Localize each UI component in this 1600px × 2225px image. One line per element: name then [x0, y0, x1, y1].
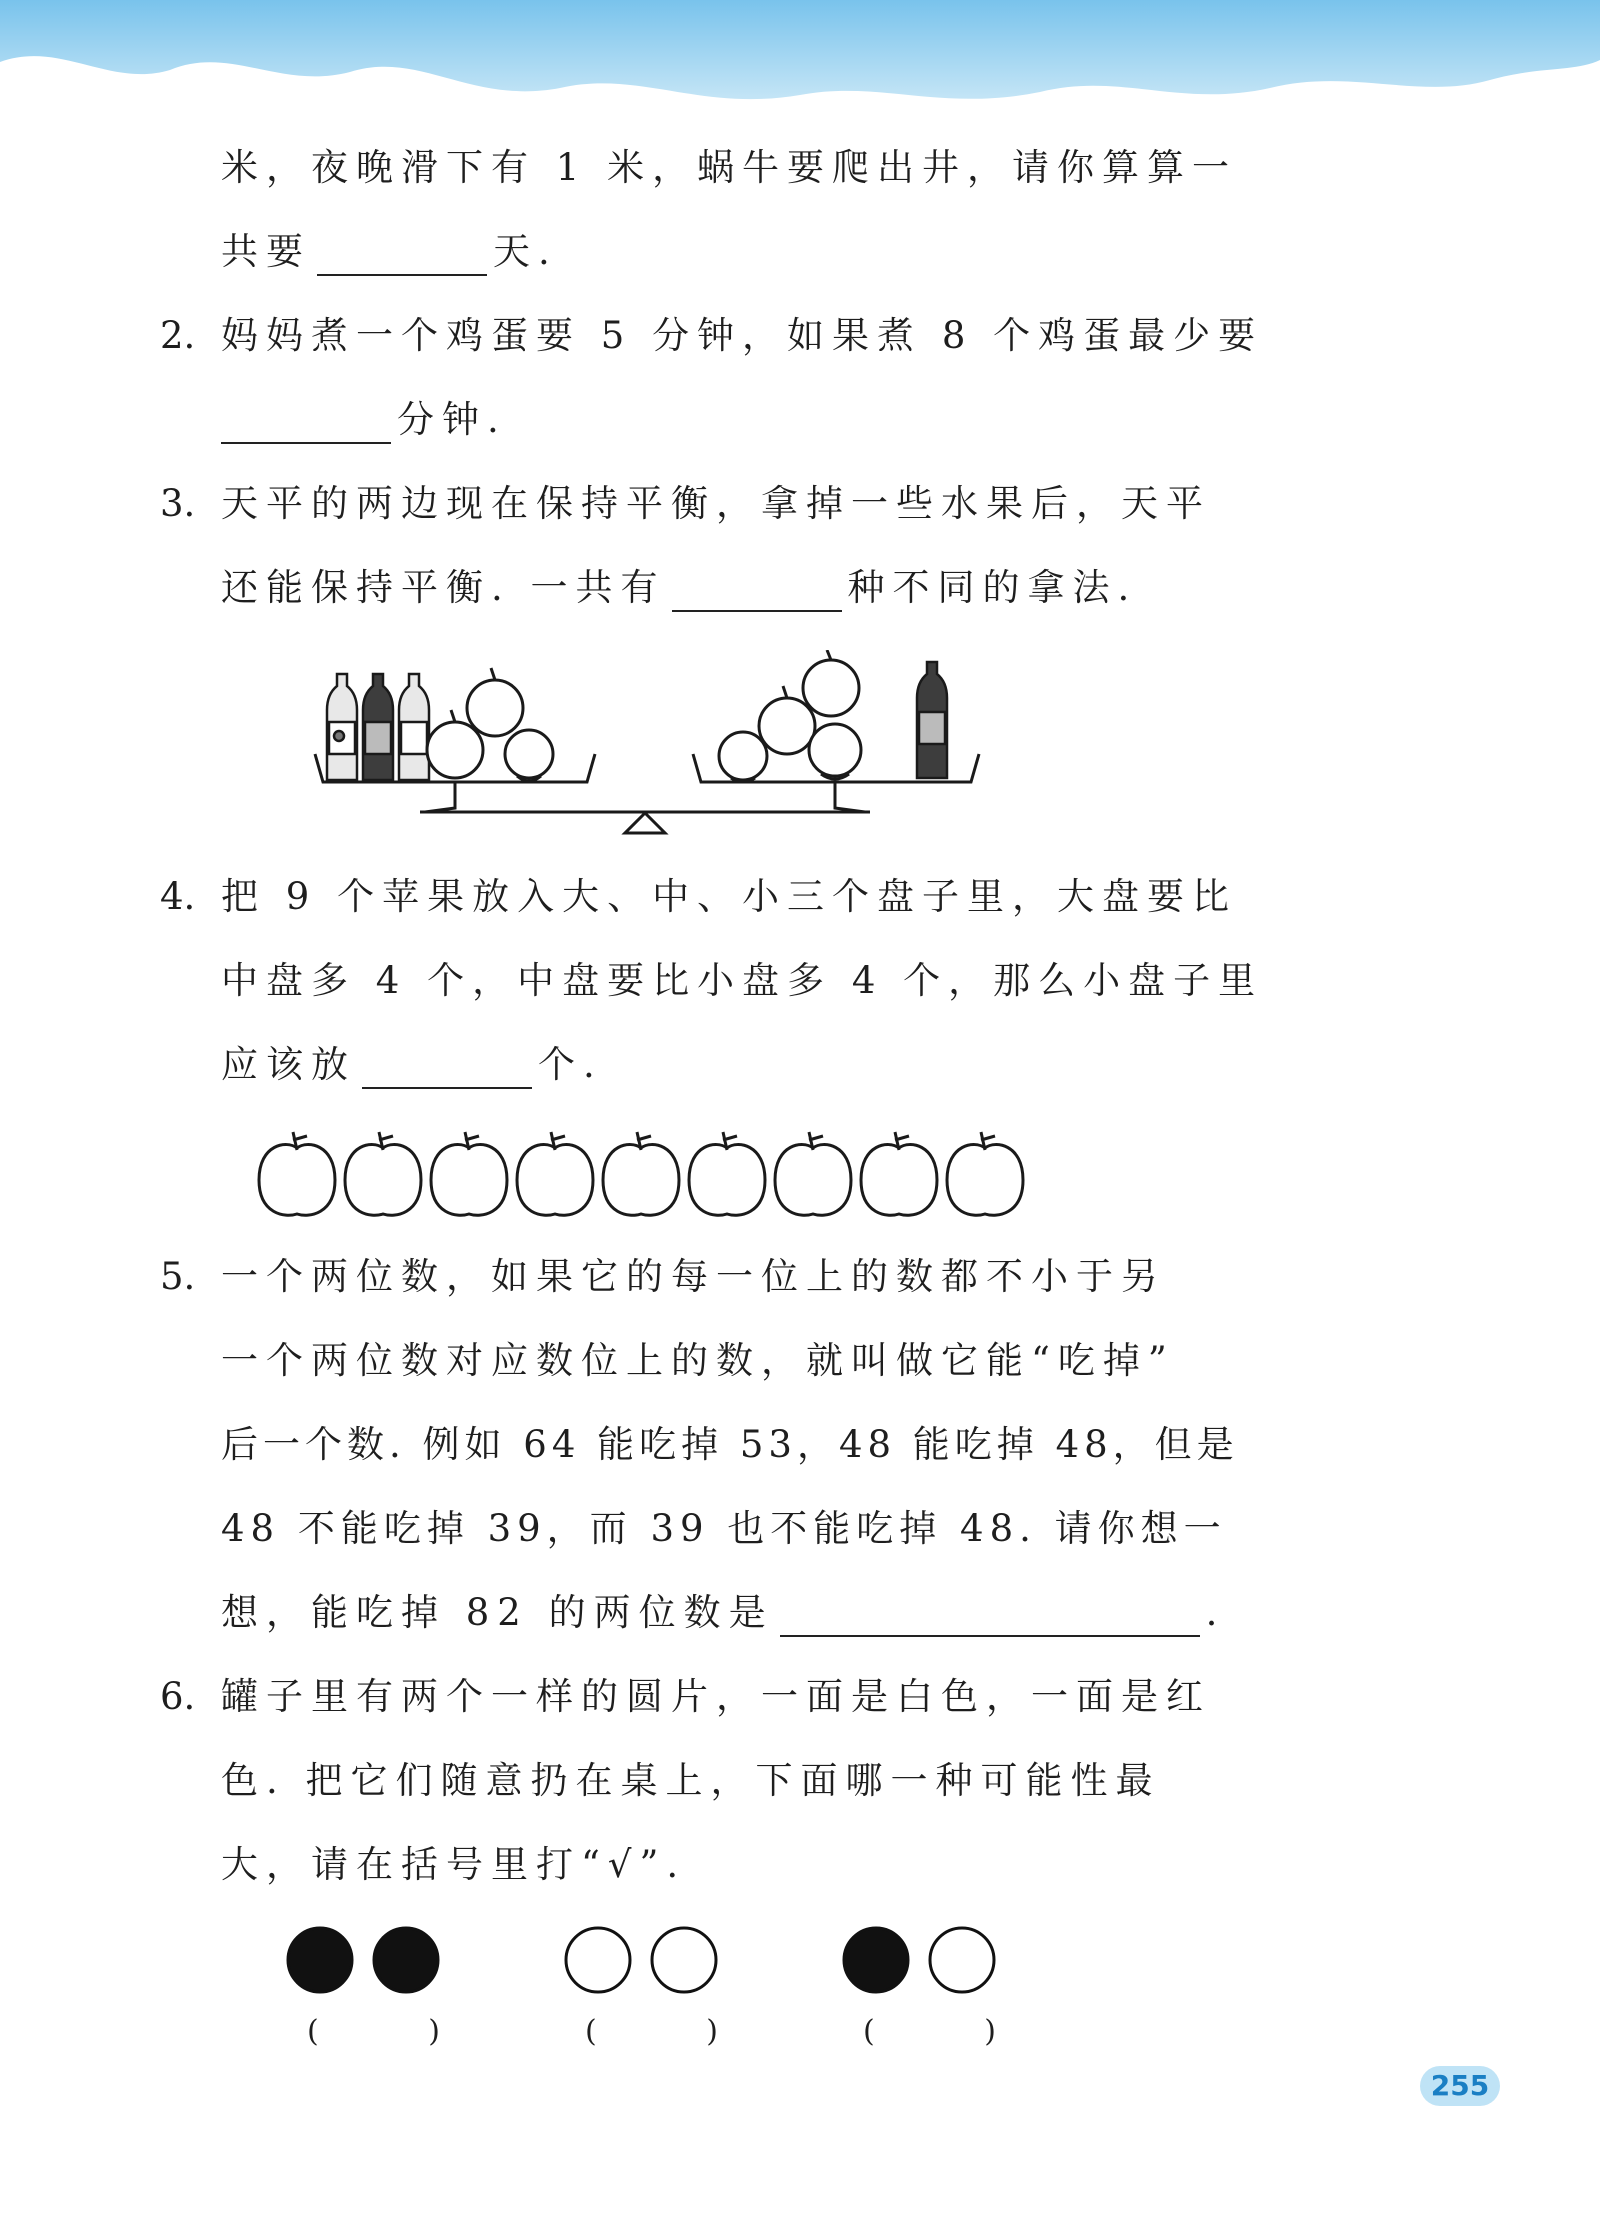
q2-answer-blank[interactable]	[221, 406, 391, 444]
apple-row-illustration	[255, 1130, 1035, 1220]
q6-line-1: 罐子里有两个一样的圆片，一面是白色，一面是红	[221, 1675, 1211, 1718]
q5-line-5: 想，能吃掉 82 的两位数是 .	[221, 1589, 1225, 1637]
q5-line-1: 一个两位数，如果它的每一位上的数都不小于另	[221, 1255, 1166, 1298]
q3-line-2: 还能保持平衡. 一共有 种不同的拿法.	[221, 564, 1137, 612]
apple-icon	[345, 1132, 421, 1215]
q1-line-1: 米，夜晚滑下有 1 米，蜗牛要爬出井，请你算算一	[221, 146, 1238, 189]
right-bottle	[917, 662, 947, 778]
apple-icon	[603, 1132, 679, 1215]
choice-1-parentheses[interactable]: ( )	[307, 2014, 490, 2049]
black-disc-icon	[844, 1928, 908, 1992]
q6-number: 6.	[160, 1675, 196, 1718]
q5-number: 5.	[160, 1255, 196, 1298]
left-bottles	[327, 674, 429, 780]
q6-line-3: 大，请在括号里打“√”.	[221, 1843, 687, 1886]
choice-3-parentheses[interactable]: ( )	[863, 2014, 1046, 2049]
q3-number: 3.	[160, 482, 196, 525]
left-fruits	[427, 668, 553, 781]
apple-icon	[775, 1132, 851, 1215]
header-cloud-band	[0, 0, 1600, 150]
white-disc-icon	[930, 1928, 994, 1992]
q5-line-4: 48 不能吃掉 39，而 39 也不能吃掉 48. 请你想一	[221, 1507, 1227, 1550]
apple-icon	[689, 1132, 765, 1215]
q6-line-2: 色. 把它们随意扔在桌上，下面哪一种可能性最	[221, 1759, 1161, 1802]
q3-line-1: 天平的两边现在保持平衡，拿掉一些水果后，天平	[221, 482, 1211, 525]
q3-answer-blank[interactable]	[672, 574, 842, 612]
q4-number: 4.	[160, 875, 196, 918]
q4-line-1: 把 9 个苹果放入大、中、小三个盘子里，大盘要比	[221, 875, 1238, 918]
apple-icon	[259, 1132, 335, 1215]
balance-scale-illustration	[305, 650, 985, 845]
white-disc-icon	[652, 1928, 716, 1992]
apple-icon	[517, 1132, 593, 1215]
apple-icon	[431, 1132, 507, 1215]
disc-choices-illustration	[280, 1920, 1020, 2000]
q2-number: 2.	[160, 314, 196, 357]
apple-icon	[947, 1132, 1023, 1215]
apple-icon	[861, 1132, 937, 1215]
q5-answer-blank[interactable]	[780, 1599, 1200, 1637]
q1-line-2: 共要 天.	[221, 228, 558, 276]
q4-line-3: 应该放 个.	[221, 1041, 603, 1089]
q1-answer-blank[interactable]	[317, 238, 487, 276]
q2-line-2: 分钟.	[215, 396, 507, 444]
right-fruits	[719, 650, 861, 782]
page-number: 255	[1420, 2066, 1500, 2106]
choice-2-parentheses[interactable]: ( )	[585, 2014, 768, 2049]
q4-answer-blank[interactable]	[362, 1051, 532, 1089]
white-disc-icon	[566, 1928, 630, 1992]
q2-line-1: 妈妈煮一个鸡蛋要 5 分钟，如果煮 8 个鸡蛋最少要	[221, 314, 1264, 357]
black-disc-icon	[374, 1928, 438, 1992]
q4-line-2: 中盘多 4 个，中盘要比小盘多 4 个，那么小盘子里	[221, 959, 1264, 1002]
black-disc-icon	[288, 1928, 352, 1992]
q5-line-2: 一个两位数对应数位上的数，就叫做它能“吃掉”	[221, 1339, 1175, 1382]
q5-line-3: 后一个数. 例如 64 能吃掉 53，48 能吃掉 48，但是	[221, 1423, 1239, 1466]
